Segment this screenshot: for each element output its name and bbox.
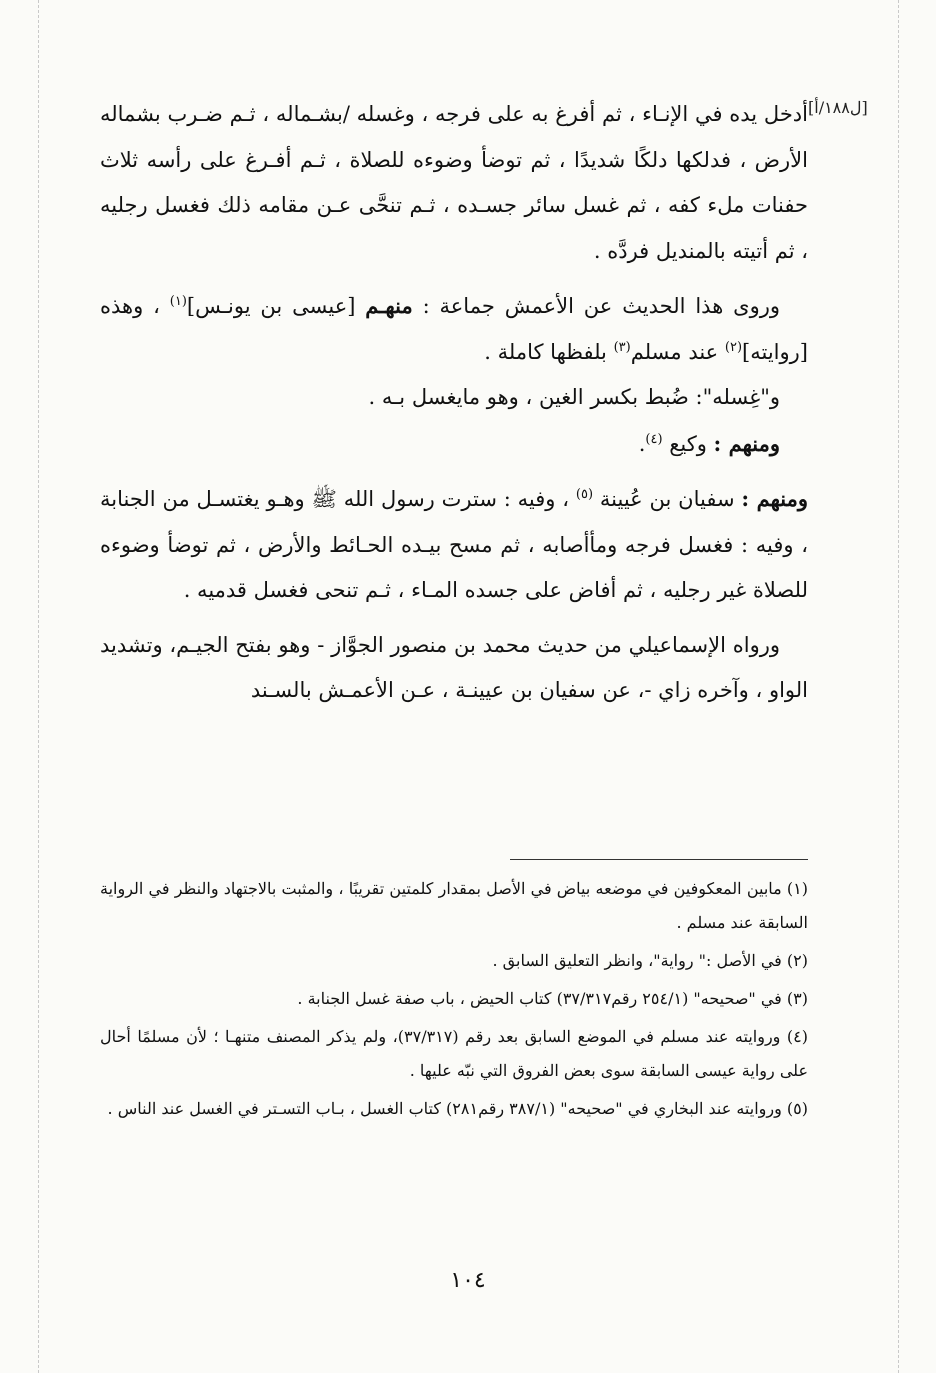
paragraph-4-end: . — [638, 431, 646, 456]
scan-guide-right — [898, 0, 899, 1373]
footnote-ref-2: (٢) — [724, 339, 743, 355]
paragraph-6: ورواه الإسماعيلي من حديث محمد بن منصور الجوَّاز - وهو بفتح الجيـم، وتشديد الواو ، وآخره زاي -، عن سفيان بن عيينـة ، عـن الأعمـش بالسـند — [100, 632, 808, 702]
paragraph-2-name: [عيسى بن يونـس] — [186, 294, 356, 318]
paragraph-2-end: بلفظها كاملة . — [484, 339, 607, 364]
footnote-ref-5: (٥) — [575, 487, 594, 502]
footnote-5: (٥) وروايته عند البخاري في "صحيحه" (٣٨٧/١ رقم٢٨١) كتاب الغسل ، بـاب التسـتر في الغسل عند الناس . — [107, 1099, 808, 1118]
paragraph-5 — [100, 476, 808, 614]
scan-guide-left — [38, 0, 39, 1373]
paragraph-4 — [100, 421, 808, 468]
footnote-ref-1: (١) — [169, 294, 187, 309]
main-text — [100, 92, 808, 714]
paragraph-3: و"غِسله": ضُبط بكسر الغين ، وهو مايغسل بـه . — [368, 385, 780, 409]
paragraph-2 — [100, 283, 808, 375]
paragraph-2-mid2: عند مسلم — [630, 339, 719, 364]
footnote-4: (٤) وروايته عند مسلم في الموضع السابق بعد رقم (٣٧/٣١٧)، ولم يذكر المصنف متنهـا ؛ لأن مسلمًا أحال على رواية عيسى السابقة سوى بعض الفروق التي نبّه عليها . — [100, 1027, 808, 1080]
paragraph-2-keyword: منهـم — [365, 293, 413, 318]
paragraph-1: أدخل يده في الإنـاء ، ثم أفرغ به على فرجه ، وغسله /بشـماله ، ثـم ضـرب بشماله الأرض ، فدلكها دلكًا شديدًا ، ثم توضأ وضوءه للصلاة ، ثـم أفـرغ على رأسه ثلاث حفنات ملء كفه ، ثم غسل سائر جسـده ، ثـم تنحَّى عـن مقامه ذلك فغسل رجليه ، ثم أتيته بالمنديل فردَّه . — [100, 102, 808, 263]
paragraph-5-rest: ، وفيه : سترت رسول الله ﷺ وهـو يغتسـل من الجنابة ، وفيه : فغسل فرجه ومأأصابه ، ثم مسح بيـده الحـائط والأرض ، ثم توضأ وضوءه للصلاة غير رجليه ، ثم أفاض على جسده المـاء ، ثـم تنحى فغسل قدميه . — [100, 487, 808, 602]
page-number: ١٠٤ — [450, 1268, 486, 1293]
footnote-divider — [510, 859, 808, 860]
paragraph-4-text: وكيع — [669, 431, 707, 456]
footnote-ref-4: (٤) — [645, 431, 663, 447]
manuscript-folio-marker: [ل١٨٨/أ] — [808, 98, 868, 117]
footnote-3: (٣) في "صحيحه" (٢٥٤/١ رقم٣٧/٣١٧) كتاب الحيض ، باب صفة غسل الجنابة . — [297, 989, 808, 1008]
paragraph-5-keyword: ومنهم : — [741, 486, 809, 511]
paragraph-4-keyword: ومنهم : — [713, 430, 780, 456]
paragraph-2-intro: وروى هذا الحديث عن الأعمش جماعة : — [422, 294, 780, 318]
paragraph-5-text: سفيان بن عُيينة — [599, 487, 735, 511]
footnote-ref-3: (٣) — [613, 339, 631, 355]
footnotes — [100, 872, 808, 1130]
footnote-2: (٢) في الأصل :" رواية"، وانظر التعليق السابق . — [492, 951, 808, 970]
footnote-1: (١) مابين المعكوفين في موضعه بياض في الأصل بمقدار كلمتين تقريبًا ، والمثبت بالاجتهاد والنظر في الرواية السابقة عند مسلم . — [100, 879, 808, 932]
paragraph-2-mid: ، وهذه [روايته] — [100, 294, 808, 364]
